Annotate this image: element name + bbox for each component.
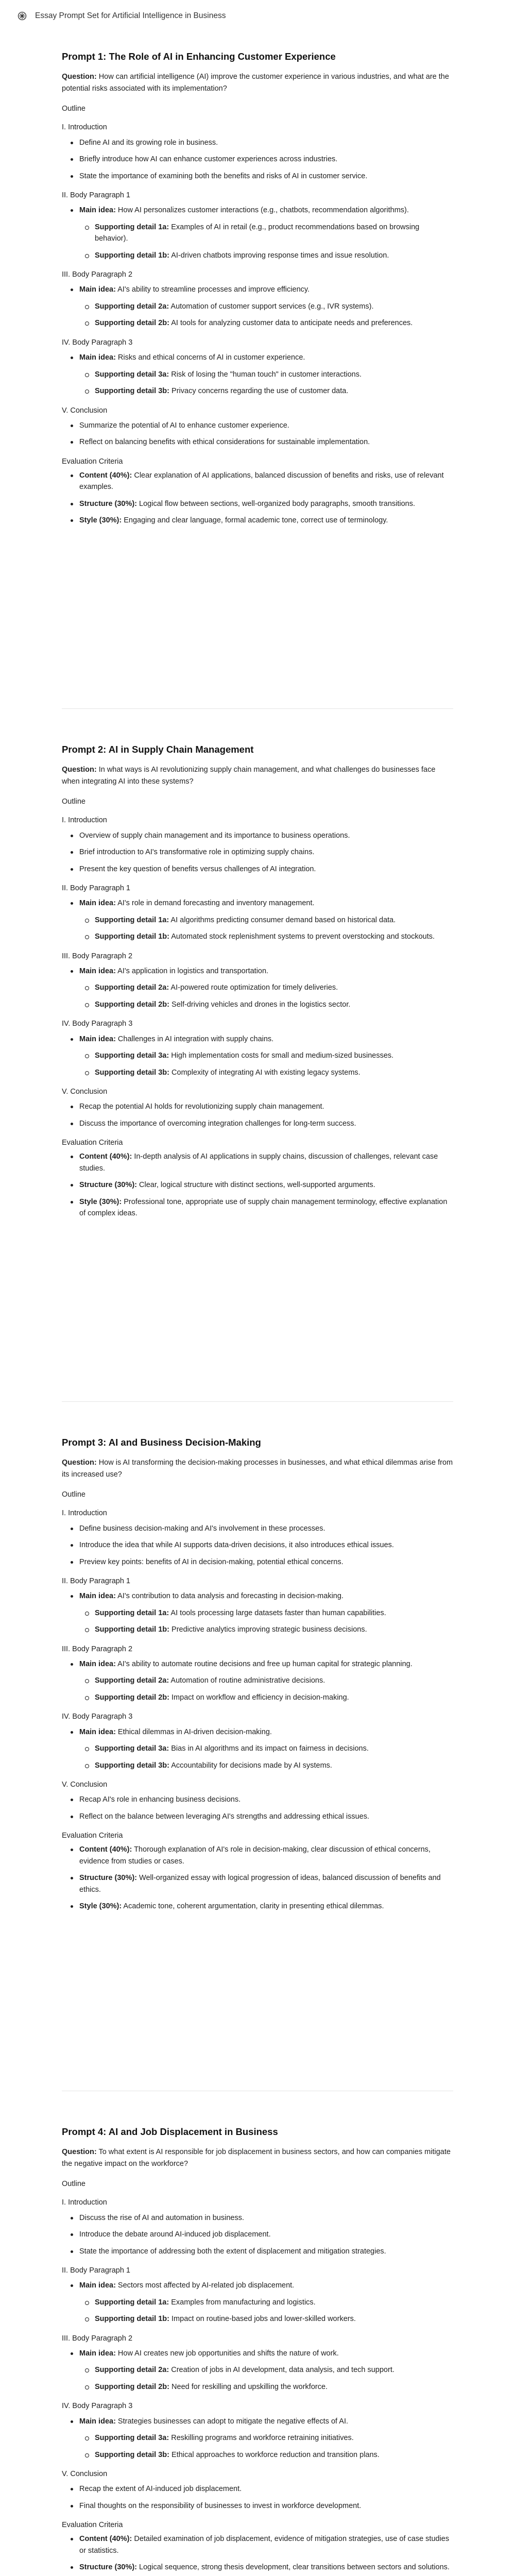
outline-list (62, 352, 453, 397)
question-label: Question: (62, 766, 97, 774)
prompt-title: Prompt 2: AI in Supply Chain Management (62, 744, 254, 755)
outline-list (62, 2416, 453, 2461)
outline-item: Brief introduction to AI's transformative role in optimizing supply chains. (62, 846, 453, 858)
supporting-detail-label: Supporting detail 3b: (95, 1068, 169, 1077)
outline-list (62, 205, 453, 261)
supporting-detail-label: Supporting detail 2b: (95, 319, 169, 328)
outline-section-title: II. Body Paragraph 1 (62, 191, 130, 199)
outline-label: Outline (62, 1490, 85, 1499)
main-idea-label: Main idea: (79, 2417, 116, 2426)
supporting-detail-item: Supporting detail 3b: Complexity of integrating AI with existing legacy systems. (62, 1067, 453, 1078)
outline-section-title: III. Body Paragraph 2 (62, 952, 133, 960)
outline-label: Outline (62, 2179, 85, 2188)
outline-item: Present the key question of benefits versus challenges of AI integration. (62, 863, 453, 875)
supporting-detail-item: Supporting detail 1b: AI-driven chatbots improving response times and issue resolution. (62, 250, 453, 261)
main-idea-item: Main idea: Challenges in AI integration with supply chains. (62, 1033, 453, 1045)
main-idea-item: Main idea: AI's role in demand forecasting and inventory management. (62, 897, 453, 909)
supporting-detail-item: Supporting detail 1a: Examples of AI in retail (e.g., product recommendations based on browsing behavior). (62, 222, 453, 245)
evaluation-criteria-label: Evaluation Criteria (62, 1832, 123, 1840)
outline-label: Outline (62, 104, 85, 113)
supporting-detail-item: Supporting detail 2b: Need for reskilling and upskilling the workforce. (62, 2381, 453, 2393)
criteria-label: Content (40%): (79, 471, 132, 480)
supporting-detail-label: Supporting detail 2b: (95, 1693, 169, 1702)
criteria-list (62, 470, 453, 527)
outline-list (62, 897, 453, 942)
supporting-detail-label: Supporting detail 1b: (95, 2315, 169, 2324)
supporting-detail-label: Supporting detail 2b: (95, 1000, 169, 1009)
supporting-detail-label: Supporting detail 1b: (95, 1625, 169, 1634)
criteria-label: Structure (30%): (79, 1181, 137, 1190)
outline-list (62, 2483, 453, 2512)
main-idea-label: Main idea: (79, 1659, 116, 1668)
assistant-logo-icon (16, 10, 28, 22)
outline-item: Define business decision-making and AI's involvement in these processes. (62, 1523, 453, 1534)
main-idea-item: Main idea: How AI personalizes customer interactions (e.g., chatbots, recommendation algorithms). (62, 205, 453, 216)
page-title: Essay Prompt Set for Artificial Intelligence in Business (35, 11, 226, 20)
prompt-card (62, 2126, 453, 2576)
section-divider (62, 1401, 453, 1402)
supporting-detail-label: Supporting detail 2a: (95, 1676, 169, 1685)
supporting-detail-label: Supporting detail 3b: (95, 1761, 169, 1770)
main-idea-label: Main idea: (79, 1592, 116, 1601)
supporting-detail-item: Supporting detail 2a: AI-powered route optimization for timely deliveries. (62, 982, 453, 993)
criteria-label: Structure (30%): (79, 2563, 137, 2572)
outline-list (62, 830, 453, 875)
supporting-detail-item: Supporting detail 2a: Creation of jobs in AI development, data analysis, and tech support. (62, 2364, 453, 2376)
outline-section-title: I. Introduction (62, 123, 107, 132)
prompt-question: Question: To what extent is AI responsible for job displacement in business sectors, and how can companies mitigate the negative impact on the workforce? (62, 2148, 451, 2168)
criteria-list (62, 1844, 453, 1912)
criteria-label: Content (40%): (79, 1153, 132, 1161)
criteria-item: Structure (30%): Logical sequence, strong thesis development, clear transitions between sectors and solutions. (62, 2562, 453, 2573)
evaluation-criteria-label: Evaluation Criteria (62, 457, 123, 466)
supporting-detail-item: Supporting detail 3b: Ethical approaches to workforce reduction and transition plans. (62, 2449, 453, 2461)
outline-list (62, 1523, 453, 1568)
outline-section-title: I. Introduction (62, 2198, 107, 2207)
criteria-item: Content (40%): In-depth analysis of AI applications in supply chains, discussion of challenges, relevant case studies. (62, 1151, 453, 1174)
outline-section-title: V. Conclusion (62, 1781, 108, 1789)
outline-item: State the importance of examining both the benefits and risks of AI in customer service. (62, 171, 453, 182)
outline-item: Define AI and its growing role in business. (62, 137, 453, 148)
prompt-card (62, 1436, 453, 1918)
outline-item: Final thoughts on the responsibility of businesses to invest in workforce development. (62, 2500, 453, 2512)
prompt-question: Question: In what ways is AI revolutionizing supply chain management, and what challenges do businesses face when integrating AI into these systems? (62, 766, 436, 786)
outline-list (62, 1101, 453, 1129)
outline-item: Overview of supply chain management and its importance to business operations. (62, 830, 453, 841)
criteria-item: Style (30%): Engaging and clear language, formal academic tone, correct use of terminology. (62, 515, 453, 526)
prompt-question: Question: How can artificial intelligence (AI) improve the customer experience in various industries, and what are the potential risks associated with its implementation? (62, 73, 449, 93)
supporting-detail-label: Supporting detail 3b: (95, 387, 169, 396)
outline-item: Recap the potential AI holds for revolutionizing supply chain management. (62, 1101, 453, 1112)
criteria-label: Style (30%): (79, 516, 122, 525)
supporting-detail-label: Supporting detail 2b: (95, 2382, 169, 2391)
supporting-detail-item: Supporting detail 3a: Reskilling programs and workforce retraining initiatives. (62, 2432, 453, 2444)
main-idea-item: Main idea: Sectors most affected by AI-related job displacement. (62, 2280, 453, 2291)
criteria-label: Style (30%): (79, 1197, 122, 1206)
main-idea-item: Main idea: Strategies businesses can adopt to mitigate the negative effects of AI. (62, 2416, 453, 2427)
supporting-detail-item: Supporting detail 3a: Risk of losing the "human touch" in customer interactions. (62, 369, 453, 380)
outline-item: Recap AI's role in enhancing business decisions. (62, 1794, 453, 1805)
criteria-item: Structure (30%): Logical flow between sections, well-organized body paragraphs, smooth transitions. (62, 498, 453, 510)
supporting-detail-item: Supporting detail 1a: Examples from manufacturing and logistics. (62, 2297, 453, 2308)
outline-section-title: IV. Body Paragraph 3 (62, 1020, 133, 1028)
supporting-detail-item: Supporting detail 1b: Predictive analytics improving strategic business decisions. (62, 1624, 453, 1635)
criteria-label: Content (40%): (79, 1845, 132, 1854)
supporting-detail-item: Supporting detail 1a: AI tools processing large datasets faster than human capabilities. (62, 1607, 453, 1619)
supporting-detail-item: Supporting detail 1a: AI algorithms predicting consumer demand based on historical data. (62, 914, 453, 926)
supporting-detail-label: Supporting detail 3a: (95, 1052, 169, 1060)
outline-list (62, 2212, 453, 2257)
criteria-item: Content (40%): Detailed examination of job displacement, evidence of mitigation strategies, use of case studies or statistics. (62, 2533, 453, 2556)
outline-section-title: IV. Body Paragraph 3 (62, 2402, 133, 2411)
evaluation-criteria-label: Evaluation Criteria (62, 2521, 123, 2530)
main-idea-label: Main idea: (79, 967, 116, 975)
main-idea-label: Main idea: (79, 2349, 116, 2358)
main-idea-label: Main idea: (79, 1035, 116, 1043)
supporting-detail-item: Supporting detail 2b: Impact on workflow and efficiency in decision-making. (62, 1692, 453, 1703)
outline-section-title: IV. Body Paragraph 3 (62, 338, 133, 347)
outline-list (62, 137, 453, 182)
prompt-title: Prompt 1: The Role of AI in Enhancing Customer Experience (62, 51, 336, 62)
outline-section-title: V. Conclusion (62, 1088, 108, 1096)
outline-item: Preview key points: benefits of AI in decision-making, potential ethical concerns. (62, 1556, 453, 1568)
question-label: Question: (62, 1459, 97, 1467)
main-idea-item: Main idea: Risks and ethical concerns of AI in customer experience. (62, 352, 453, 363)
main-idea-label: Main idea: (79, 206, 116, 215)
supporting-detail-item: Supporting detail 1b: Automated stock replenishment systems to prevent overstocking and stockouts. (62, 931, 453, 942)
supporting-detail-label: Supporting detail 1a: (95, 1608, 169, 1617)
supporting-detail-item: Supporting detail 3b: Accountability for decisions made by AI systems. (62, 1760, 453, 1771)
supporting-detail-label: Supporting detail 3a: (95, 1744, 169, 1753)
main-idea-item: Main idea: AI's ability to automate routine decisions and free up human capital for strategic planning. (62, 1658, 453, 1670)
prompt-card (62, 743, 453, 1225)
outline-list (62, 965, 453, 1010)
outline-item: Recap the extent of AI-induced job displacement. (62, 2483, 453, 2495)
criteria-list (62, 2533, 453, 2576)
prompt-question: Question: How is AI transforming the decision-making processes in businesses, and what ethical dilemmas arise from its increased use? (62, 1459, 453, 1479)
criteria-item: Style (30%): Academic tone, coherent argumentation, clarity in presenting ethical dilemmas. (62, 1901, 453, 1912)
criteria-item: Style (30%): Professional tone, appropriate use of supply chain management terminology, effective explanation of complex ideas. (62, 1196, 453, 1219)
criteria-label: Structure (30%): (79, 499, 137, 508)
criteria-item: Content (40%): Clear explanation of AI applications, balanced discussion of benefits and risks, use of relevant examples. (62, 470, 453, 493)
supporting-detail-label: Supporting detail 3b: (95, 2450, 169, 2459)
outline-section-title: III. Body Paragraph 2 (62, 1645, 133, 1653)
outline-item: Discuss the rise of AI and automation in business. (62, 2212, 453, 2224)
outline-section-title: II. Body Paragraph 1 (62, 2266, 130, 2275)
outline-label: Outline (62, 797, 85, 806)
prompt-title: Prompt 4: AI and Job Displacement in Business (62, 2126, 278, 2137)
outline-item: Reflect on balancing benefits with ethical considerations for sustainable implementation. (62, 436, 453, 448)
main-idea-item: Main idea: AI's contribution to data analysis and forecasting in decision-making. (62, 1590, 453, 1602)
outline-section-title: II. Body Paragraph 1 (62, 884, 130, 892)
outline-list (62, 1726, 453, 1771)
outline-section-title: I. Introduction (62, 816, 107, 825)
supporting-detail-label: Supporting detail 1b: (95, 251, 169, 260)
supporting-detail-label: Supporting detail 1a: (95, 223, 169, 231)
outline-section-title: IV. Body Paragraph 3 (62, 1713, 133, 1721)
outline-list (62, 1658, 453, 1703)
supporting-detail-label: Supporting detail 1b: (95, 933, 169, 941)
criteria-list (62, 1151, 453, 1219)
criteria-label: Content (40%): (79, 2535, 132, 2544)
outline-item: Summarize the potential of AI to enhance customer experience. (62, 420, 453, 431)
supporting-detail-item: Supporting detail 2b: AI tools for analyzing customer data to anticipate needs and preferences. (62, 317, 453, 329)
question-label: Question: (62, 2148, 97, 2157)
prompt-title: Prompt 3: AI and Business Decision-Making (62, 1437, 261, 1448)
supporting-detail-label: Supporting detail 3a: (95, 2434, 169, 2443)
outline-section-title: III. Body Paragraph 2 (62, 2334, 133, 2343)
supporting-detail-label: Supporting detail 2a: (95, 302, 169, 311)
main-idea-item: Main idea: How AI creates new job opportunities and shifts the nature of work. (62, 2348, 453, 2359)
main-idea-label: Main idea: (79, 1727, 116, 1736)
supporting-detail-item: Supporting detail 2b: Self-driving vehicles and drones in the logistics sector. (62, 999, 453, 1010)
supporting-detail-label: Supporting detail 1a: (95, 2298, 169, 2307)
supporting-detail-label: Supporting detail 3a: (95, 370, 169, 379)
outline-section-title: V. Conclusion (62, 2470, 108, 2479)
main-idea-label: Main idea: (79, 353, 116, 362)
supporting-detail-item: Supporting detail 3a: Bias in AI algorithms and its impact on fairness in decisions. (62, 1743, 453, 1754)
supporting-detail-label: Supporting detail 2a: (95, 984, 169, 992)
outline-list (62, 1033, 453, 1078)
outline-section-title: I. Introduction (62, 1509, 107, 1518)
outline-item: Reflect on the balance between leveraging AI's strengths and addressing ethical issues. (62, 1811, 453, 1822)
outline-section-title: II. Body Paragraph 1 (62, 1577, 130, 1585)
outline-item: State the importance of addressing both the extent of displacement and mitigation strategies. (62, 2246, 453, 2257)
outline-list (62, 2348, 453, 2393)
criteria-item: Structure (30%): Clear, logical structure with distinct sections, well-supported arguments. (62, 1179, 453, 1191)
main-idea-label: Main idea: (79, 899, 116, 908)
supporting-detail-item: Supporting detail 2a: Automation of customer support services (e.g., IVR systems). (62, 301, 453, 312)
main-idea-item: Main idea: AI's ability to streamline processes and improve efficiency. (62, 284, 453, 295)
supporting-detail-item: Supporting detail 3b: Privacy concerns regarding the use of customer data. (62, 385, 453, 397)
outline-section-title: III. Body Paragraph 2 (62, 270, 133, 279)
outline-item: Briefly introduce how AI can enhance customer experiences across industries. (62, 154, 453, 165)
criteria-item: Structure (30%): Well-organized essay with logical progression of ideas, balanced discussion of benefits and ethics. (62, 1872, 453, 1895)
criteria-label: Structure (30%): (79, 1874, 137, 1883)
outline-list (62, 1794, 453, 1822)
question-label: Question: (62, 73, 97, 81)
outline-list (62, 420, 453, 448)
outline-section-title: V. Conclusion (62, 406, 108, 415)
criteria-item: Content (40%): Thorough explanation of AI's role in decision-making, clear discussion of ethical concerns, evidence from studies or cases. (62, 1844, 453, 1867)
outline-list (62, 2280, 453, 2325)
main-idea-label: Main idea: (79, 285, 116, 294)
outline-item: Introduce the idea that while AI supports data-driven decisions, it also introduces ethical issues. (62, 1539, 453, 1551)
main-idea-item: Main idea: AI's application in logistics and transportation. (62, 965, 453, 977)
outline-list (62, 284, 453, 329)
outline-list (62, 1590, 453, 1635)
section-divider (62, 708, 453, 709)
outline-item: Discuss the importance of overcoming integration challenges for long-term success. (62, 1118, 453, 1129)
criteria-label: Style (30%): (79, 1902, 122, 1911)
outline-item: Introduce the debate around AI-induced job displacement. (62, 2229, 453, 2240)
supporting-detail-item: Supporting detail 2a: Automation of routine administrative decisions. (62, 1675, 453, 1686)
main-idea-label: Main idea: (79, 2281, 116, 2290)
evaluation-criteria-label: Evaluation Criteria (62, 1139, 123, 1147)
supporting-detail-label: Supporting detail 1a: (95, 916, 169, 924)
top-bar (0, 0, 515, 32)
prompt-card (62, 50, 453, 532)
supporting-detail-item: Supporting detail 3a: High implementation costs for small and medium-sized businesses. (62, 1050, 453, 1061)
main-idea-item: Main idea: Ethical dilemmas in AI-driven decision-making. (62, 1726, 453, 1738)
supporting-detail-label: Supporting detail 2a: (95, 2366, 169, 2375)
supporting-detail-item: Supporting detail 1b: Impact on routine-based jobs and lower-skilled workers. (62, 2313, 453, 2325)
